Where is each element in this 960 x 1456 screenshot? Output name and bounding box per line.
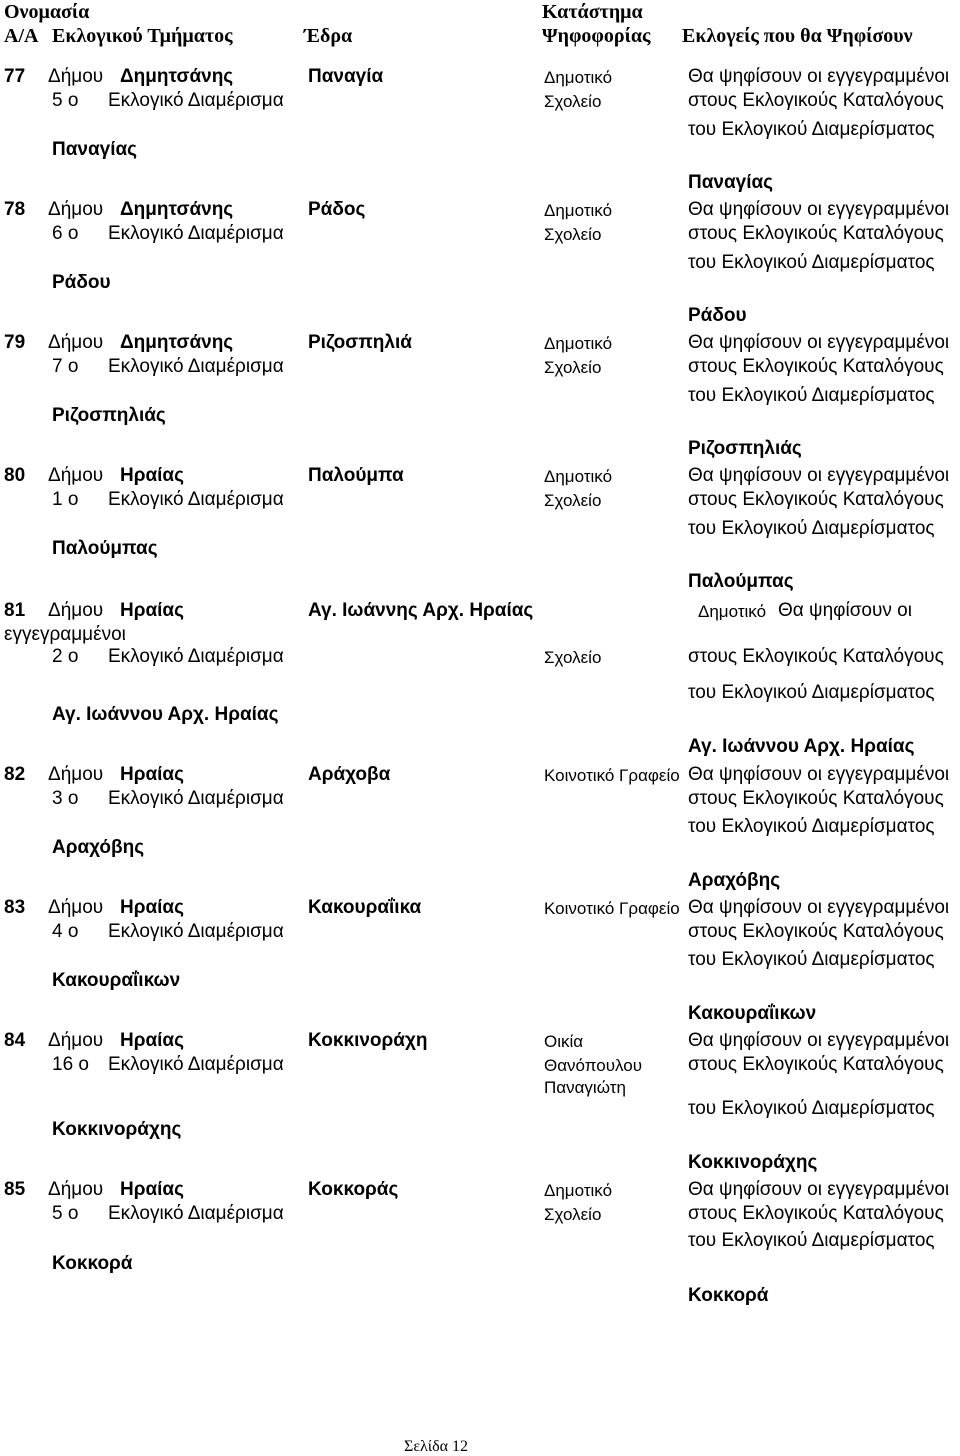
row-dept-name: Παλούμπας: [52, 538, 158, 559]
row-dept-label: Εκλογικό Διαμέρισμα: [108, 356, 284, 377]
row-elections-line3: του Εκλογικού Διαμερίσματος: [688, 682, 935, 703]
row-elections-line1: Θα ψηφίσουν οι εγγεγραμμένοι: [688, 897, 950, 918]
row-dimos: Δήμου: [48, 199, 104, 220]
row-seat: Αράχοβα: [308, 764, 391, 785]
header-name-line2: Εκλογικού Τμήματος: [52, 25, 233, 47]
row-elections-line4: Αγ. Ιωάννου Αρχ. Ηραίας: [688, 736, 915, 757]
row-dimos: Δήμου: [48, 764, 104, 785]
row-dept-label: Εκλογικό Διαμέρισμα: [108, 646, 284, 667]
row-dept-label: Εκλογικό Διαμέρισμα: [108, 489, 284, 510]
row-elections-line2: στους Εκλογικούς Καταλόγους: [688, 90, 944, 111]
row-number: 85: [4, 1179, 26, 1200]
row-dept-no: 3 ο: [52, 788, 79, 809]
row-dept-no: 16 ο: [52, 1054, 89, 1075]
row-station-line2: Σχολείο: [544, 358, 602, 377]
row-dept-label: Εκλογικό Διαμέρισμα: [108, 788, 284, 809]
row-dept-no: 4 ο: [52, 921, 79, 942]
row-elections-line4: Ριζοσπηλιάς: [688, 438, 802, 459]
row-elections-line3: του Εκλογικού Διαμερίσματος: [688, 252, 935, 273]
row-elections-line1: Θα ψηφίσουν οι εγγεγραμμένοι: [688, 1179, 950, 1200]
row-elections-line4: Αραχόβης: [688, 870, 781, 891]
row-dimos-name: Ηραίας: [120, 600, 184, 621]
row-station-line1: Δημοτικό: [698, 602, 767, 621]
row-dept-name: Αραχόβης: [52, 837, 145, 858]
row-elections-line4: Κακουραΐικων: [688, 1003, 817, 1024]
row-dept-no: 6 ο: [52, 223, 79, 244]
row-dimos: Δήμου: [48, 1030, 104, 1051]
row-dept-no: 5 ο: [52, 90, 79, 111]
page-number: Σελίδα 12: [404, 1438, 469, 1455]
row-seat: Κοκκοράς: [308, 1179, 399, 1200]
row-dept-no: 7 ο: [52, 356, 79, 377]
row-elections-line2: στους Εκλογικούς Καταλόγους: [688, 223, 944, 244]
row-seat: Παναγία: [308, 66, 384, 87]
row-dimos-name: Ηραίας: [120, 1179, 184, 1200]
row-seat: Κοκκινοράχη: [308, 1030, 428, 1051]
row-elections-line1: Θα ψηφίσουν οι εγγεγραμμένοι: [688, 764, 950, 785]
row-seat: Ράδος: [308, 199, 366, 220]
row-elections-line2: στους Εκλογικούς Καταλόγους: [688, 788, 944, 809]
row-elections-line1: Θα ψηφίσουν οι εγγεγραμμένοι: [688, 66, 950, 87]
row-elections-line3: του Εκλογικού Διαμερίσματος: [688, 119, 935, 140]
row-seat: Παλούμπα: [308, 465, 404, 486]
row-number: 80: [4, 465, 26, 486]
row-number: 77: [4, 66, 26, 87]
row-station-line3: Παναγιώτη: [544, 1078, 626, 1097]
row-station-line1: Δημοτικό: [544, 467, 613, 486]
row-number: 82: [4, 764, 26, 785]
row-elections-line1: Θα ψηφίσουν οι εγγεγραμμένοι: [688, 465, 950, 486]
row-dimos-name: Ηραίας: [120, 764, 184, 785]
row-elections-line2: στους Εκλογικούς Καταλόγους: [688, 1054, 944, 1075]
row-elections-line1b: εγγεγραμμένοι: [4, 624, 126, 645]
header-station-line1: Κατάστημα: [542, 1, 643, 23]
row-elections-line2: στους Εκλογικούς Καταλόγους: [688, 646, 944, 667]
row-dimos: Δήμου: [48, 332, 104, 353]
row-station-line2: Θανόπουλου: [544, 1056, 642, 1075]
row-number: 84: [4, 1030, 26, 1051]
row-dept-label: Εκλογικό Διαμέρισμα: [108, 921, 284, 942]
row-seat: Κακουραΐικα: [308, 897, 422, 918]
row-dept-no: 5 ο: [52, 1203, 79, 1224]
row-elections-line1: Θα ψηφίσουν οι εγγεγραμμένοι: [688, 199, 950, 220]
row-dept-label: Εκλογικό Διαμέρισμα: [108, 223, 284, 244]
row-elections-line3: του Εκλογικού Διαμερίσματος: [688, 1230, 935, 1251]
row-dimos: Δήμου: [48, 897, 104, 918]
header-seat: Έδρα: [304, 25, 353, 47]
header-station-line2: Ψηφοφορίας: [542, 25, 651, 47]
row-number: 78: [4, 199, 26, 220]
row-dimos-name: Δημητσάνης: [120, 332, 234, 353]
row-dept-name: Κοκκινοράχης: [52, 1119, 182, 1140]
row-elections-line4: Κοκκορά: [688, 1285, 769, 1306]
row-elections-line2: στους Εκλογικούς Καταλόγους: [688, 356, 944, 377]
row-station-line2: Σχολείο: [544, 491, 602, 510]
row-dept-name: Ριζοσπηλιάς: [52, 405, 166, 426]
row-dept-label: Εκλογικό Διαμέρισμα: [108, 90, 284, 111]
row-elections-line1: Θα ψηφίσουν οι εγγεγραμμένοι: [688, 332, 950, 353]
header-elections: Εκλογείς που θα Ψηφίσουν: [682, 25, 913, 47]
row-number: 79: [4, 332, 26, 353]
row-station-line1: Δημοτικό: [544, 334, 613, 353]
row-elections-line2: στους Εκλογικούς Καταλόγους: [688, 921, 944, 942]
row-elections-line4: Κοκκινοράχης: [688, 1152, 818, 1173]
row-station-line1: Δημοτικό: [544, 1181, 613, 1200]
row-station-line1: Οικία: [544, 1032, 584, 1051]
row-dimos-name: Ηραίας: [120, 897, 184, 918]
row-dept-name: Αγ. Ιωάννου Αρχ. Ηραίας: [52, 704, 279, 725]
header-aa: Α/Α: [4, 25, 39, 47]
row-dept-label: Εκλογικό Διαμέρισμα: [108, 1054, 284, 1075]
row-station-line1: Δημοτικό: [544, 68, 613, 87]
row-number: 81: [4, 600, 26, 621]
row-elections-line3: του Εκλογικού Διαμερίσματος: [688, 518, 935, 539]
row-dept-no: 2 ο: [52, 646, 79, 667]
row-elections-line4: Ράδου: [688, 305, 747, 326]
row-station-line1: Δημοτικό: [544, 201, 613, 220]
row-seat: Ριζοσπηλιά: [308, 332, 412, 353]
row-elections-line2: στους Εκλογικούς Καταλόγους: [688, 489, 944, 510]
row-dept-name: Κακουραΐικων: [52, 970, 181, 991]
row-station-line1: Κοινοτικό Γραφείο: [544, 899, 680, 918]
header-name-line1: Ονομασία: [4, 1, 90, 23]
row-elections-line3: του Εκλογικού Διαμερίσματος: [688, 949, 935, 970]
row-elections-line3: του Εκλογικού Διαμερίσματος: [688, 1098, 935, 1119]
row-dimos-name: Ηραίας: [120, 1030, 184, 1051]
row-elections-line2: στους Εκλογικούς Καταλόγους: [688, 1203, 944, 1224]
row-dept-name: Παναγίας: [52, 139, 138, 160]
row-elections-line3: του Εκλογικού Διαμερίσματος: [688, 816, 935, 837]
row-dept-name: Κοκκορά: [52, 1253, 133, 1274]
row-dimos: Δήμου: [48, 600, 104, 621]
row-station-line2: Σχολείο: [544, 225, 602, 244]
row-elections-line1: Θα ψηφίσουν οι: [778, 600, 912, 621]
row-dimos: Δήμου: [48, 66, 104, 87]
row-dimos-name: Δημητσάνης: [120, 66, 234, 87]
row-seat: Αγ. Ιωάννης Αρχ. Ηραίας: [308, 600, 534, 621]
row-station-line2: Σχολείο: [544, 648, 602, 667]
row-station-line1: Κοινοτικό Γραφείο: [544, 766, 680, 785]
row-elections-line4: Παλούμπας: [688, 571, 794, 592]
row-dimos: Δήμου: [48, 1179, 104, 1200]
row-elections-line3: του Εκλογικού Διαμερίσματος: [688, 385, 935, 406]
row-dept-label: Εκλογικό Διαμέρισμα: [108, 1203, 284, 1224]
row-number: 83: [4, 897, 26, 918]
row-elections-line4: Παναγίας: [688, 172, 774, 193]
row-dept-no: 1 ο: [52, 489, 79, 510]
row-dept-name: Ράδου: [52, 272, 111, 293]
row-dimos-name: Δημητσάνης: [120, 199, 234, 220]
row-dimos: Δήμου: [48, 465, 104, 486]
row-dimos-name: Ηραίας: [120, 465, 184, 486]
row-station-line2: Σχολείο: [544, 1205, 602, 1224]
row-station-line2: Σχολείο: [544, 92, 602, 111]
row-elections-line1: Θα ψηφίσουν οι εγγεγραμμένοι: [688, 1030, 950, 1051]
